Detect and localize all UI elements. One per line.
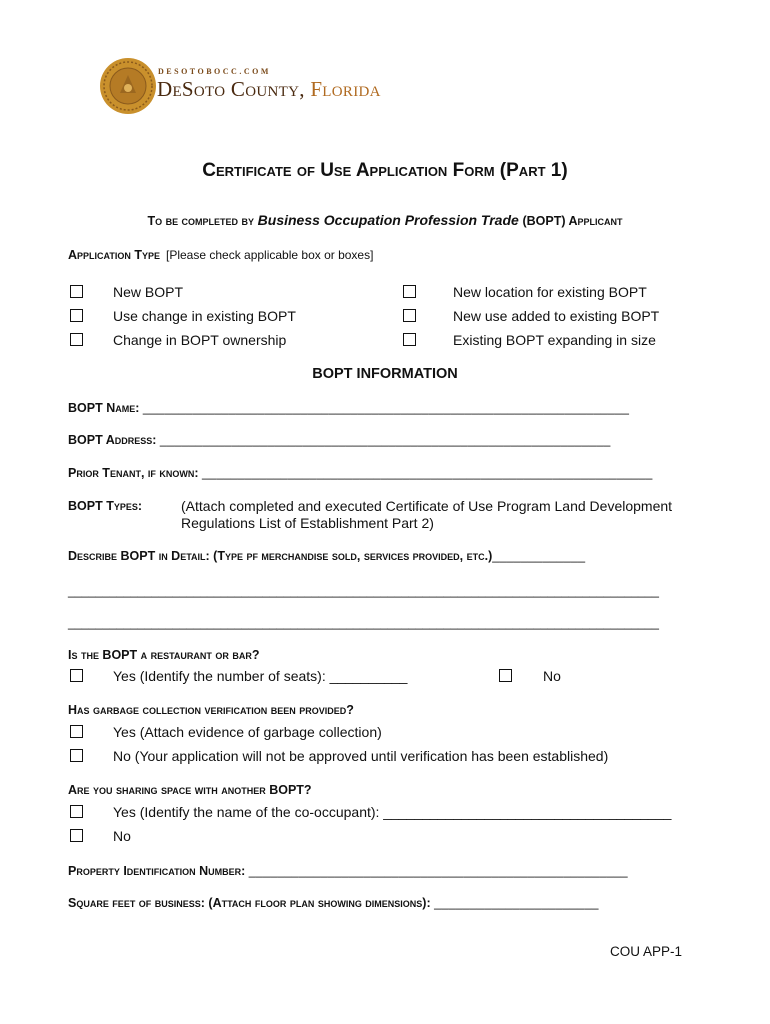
checkbox-restaurant-yes[interactable] <box>70 669 83 682</box>
sharing-question: Are you sharing space with another BOPT? <box>68 783 312 797</box>
describe-bopt-line-3[interactable]: _____________________________________________________________________________________ <box>68 616 659 630</box>
application-type-label: Application Type [Please check applicable box or boxes] <box>68 248 374 262</box>
checkbox-new-location[interactable] <box>403 285 416 298</box>
checkbox-new-use[interactable] <box>403 309 416 322</box>
checkbox-expanding[interactable] <box>403 333 416 346</box>
sharing-yes-label: Yes (Identify the name of the co-occupant): _____________________________________ <box>113 804 672 820</box>
prior-tenant-field[interactable]: Prior Tenant, if known: _______________________________________________________________ <box>68 466 653 480</box>
option-new-bopt: New BOPT <box>113 284 184 300</box>
property-id-field[interactable]: Property Identification Number: _____________________________________________________ <box>68 864 628 878</box>
option-expanding: Existing BOPT expanding in size <box>453 332 656 348</box>
page-title: Certificate of Use Application Form (Part 1) <box>202 160 568 181</box>
logo-name: DeSoto County, Florida <box>157 77 381 101</box>
bopt-name-field[interactable]: BOPT Name: ____________________________________________________________________ <box>68 401 630 415</box>
logo-url: DESOTOBOCC.COM <box>158 67 271 76</box>
bopt-address-field[interactable]: BOPT Address: _______________________________________________________________ <box>68 433 611 447</box>
garbage-no-label: No (Your application will not be approved until verification has been established) <box>113 748 609 764</box>
bopt-types-instructions-line2: Regulations List of Establishment Part 2) <box>181 515 434 531</box>
checkbox-sharing-yes[interactable] <box>70 805 83 818</box>
bopt-information-heading: BOPT INFORMATION <box>312 366 458 382</box>
checkbox-use-change[interactable] <box>70 309 83 322</box>
describe-bopt-line-2[interactable]: _____________________________________________________________________________________ <box>68 584 659 598</box>
bopt-types-instructions-line1: (Attach completed and executed Certificate of Use Program Land Development <box>181 498 673 514</box>
garbage-question: Has garbage collection verification been provided? <box>68 703 354 717</box>
garbage-yes-label: Yes (Attach evidence of garbage collection) <box>113 724 382 740</box>
form-code: COU APP-1 <box>610 944 683 959</box>
restaurant-yes-label: Yes (Identify the number of seats): __________ <box>113 668 408 684</box>
page-subtitle: To be completed by Business Occupation Profession Trade (BOPT) Applicant <box>147 212 623 228</box>
county-seal-icon <box>100 55 156 117</box>
option-use-change: Use change in existing BOPT <box>113 308 296 324</box>
checkbox-change-ownership[interactable] <box>70 333 83 346</box>
sharing-no-label: No <box>113 828 131 844</box>
option-change-ownership: Change in BOPT ownership <box>113 332 287 348</box>
checkbox-restaurant-no[interactable] <box>499 669 512 682</box>
checkbox-sharing-no[interactable] <box>70 829 83 842</box>
county-logo <box>100 55 400 117</box>
square-feet-field[interactable]: Square feet of business: (Attach floor plan showing dimensions): _______________________ <box>68 896 599 910</box>
describe-bopt-field[interactable]: Describe BOPT in Detail: (Type pf merchandise sold, services provided, etc.)_____________ <box>68 549 586 563</box>
bopt-types-label: BOPT Types: <box>68 499 143 513</box>
restaurant-no-label: No <box>543 668 561 684</box>
checkbox-new-bopt[interactable] <box>70 285 83 298</box>
checkbox-garbage-yes[interactable] <box>70 725 83 738</box>
restaurant-question: Is the BOPT a restaurant or bar? <box>68 648 260 662</box>
option-new-location: New location for existing BOPT <box>453 284 647 300</box>
option-new-use: New use added to existing BOPT <box>453 308 660 324</box>
checkbox-garbage-no[interactable] <box>70 749 83 762</box>
